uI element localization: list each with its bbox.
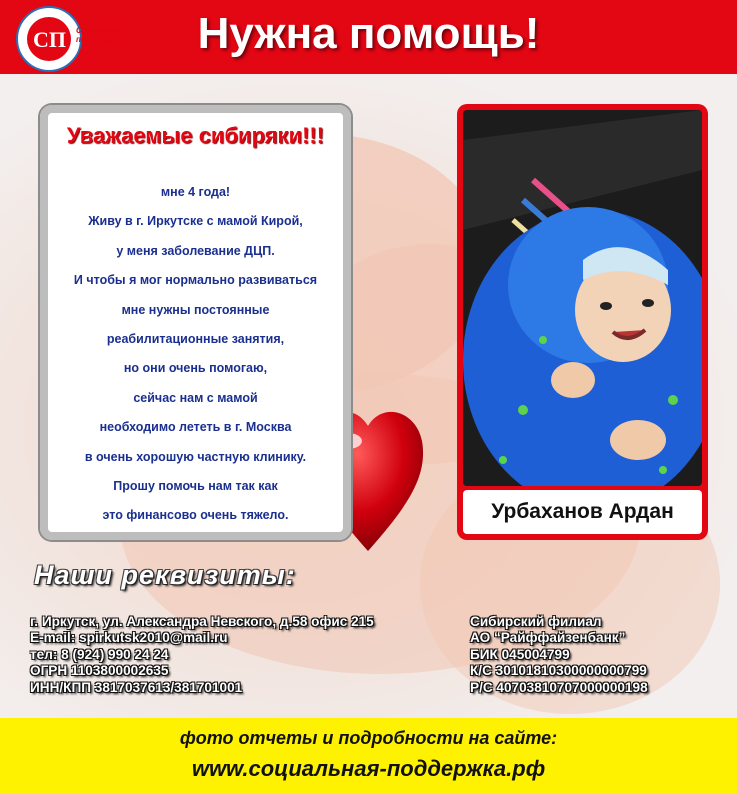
message-card	[40, 105, 351, 540]
footer-bar	[0, 718, 737, 794]
child-name-box	[463, 490, 702, 534]
requisites-line: АО “Райффайзенбанк”	[470, 630, 626, 646]
message-title: Уважаемые сибиряки!!!	[66, 123, 325, 148]
child-photo-frame	[457, 104, 708, 540]
message-line: мне нужны постоянные	[121, 302, 270, 317]
requisites-line: тел: 8 (924) 990 24 24	[30, 646, 169, 662]
logo-side-text: Социальная поддержка	[76, 26, 125, 44]
footer-website: www.социальная-поддержка.рф	[191, 756, 546, 781]
child-photo-illustration	[463, 110, 702, 486]
message-line: реабилитационные занятия,	[106, 331, 285, 346]
message-text	[40, 178, 351, 531]
message-line: в очень хорошую частную клинику.	[84, 449, 307, 464]
requisites-contacts	[30, 614, 460, 696]
requisites-bank	[470, 614, 730, 696]
requisites-line: г. Иркутск, ул. Александра Невского, д.58 офис 215	[30, 614, 374, 629]
footer-caption: фото отчеты и подробности на сайте:	[179, 728, 558, 748]
message-line: это финансово очень тяжело.	[102, 508, 289, 523]
requisites-line: Р/С 40703810707000000198	[470, 679, 648, 695]
message-line: сейчас нам с мамой	[133, 390, 258, 405]
message-line: необходимо лететь в г. Москва	[99, 420, 292, 435]
requisites-title: Наши реквизиты:	[34, 560, 296, 590]
message-line: но они очень помогаю,	[123, 361, 268, 376]
requisites-line: ОГРН 1103800002635	[30, 663, 169, 679]
requisites-line: К/С 30101810300000000799	[470, 663, 647, 679]
message-line: у меня заболевание ДЦП.	[116, 243, 275, 258]
requisites-line: E-mail: spirkutsk2010@mail.ru	[30, 630, 228, 646]
message-line: мне 4 года!	[160, 185, 231, 199]
child-name: Урбаханов Ардан	[491, 500, 674, 523]
logo-letters: СП	[33, 27, 66, 52]
message-line: И чтобы я мог нормально развиваться	[73, 273, 318, 288]
requisites-line: Сибирский филиал	[470, 614, 602, 629]
requisites-line: ИНН/КПП 3817037613/381701001	[30, 679, 243, 695]
requisites-line: БИК 045004799	[470, 646, 570, 662]
child-photo	[463, 110, 702, 486]
page-title: Нужна помощь!	[197, 9, 540, 58]
header-bar	[0, 0, 737, 74]
message-line: Живу в г. Иркутске с мамой Кирой,	[88, 214, 303, 229]
message-line: Прошу помочь нам так как	[113, 478, 278, 493]
